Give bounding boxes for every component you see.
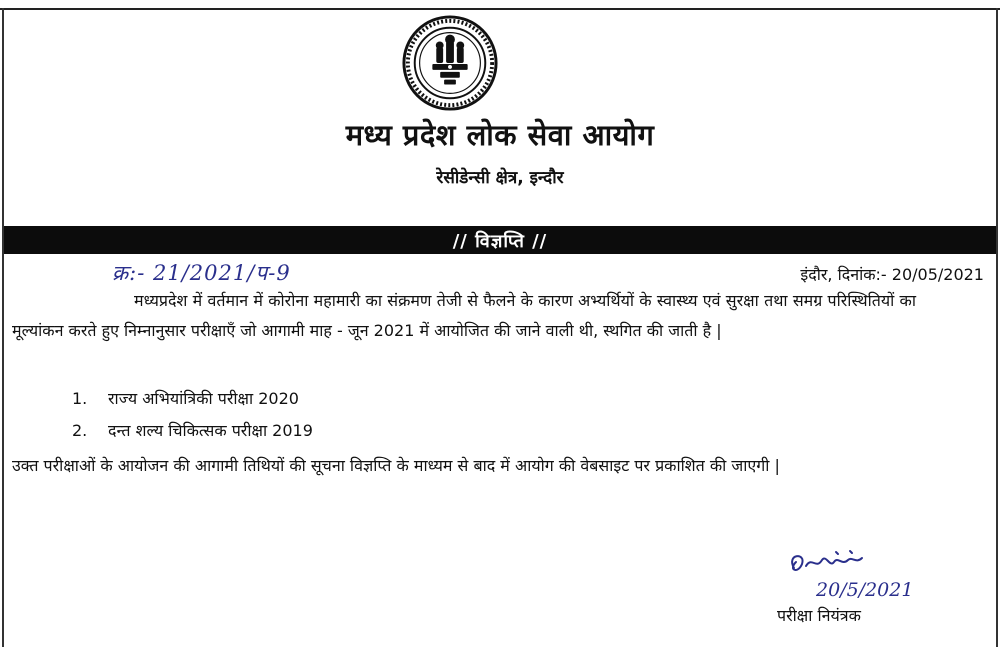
page-border-top [0,8,1000,10]
exam-list-item [72,387,299,409]
notice-heading-bar [4,226,996,254]
notice-paragraph-2: उक्त परीक्षाओं के आयोजन की आगामी तिथियों की सूचना विज्ञप्ति के माध्यम से बाद में आयोग की वेबसाइट पर प्रकाशित की जाएगी | [12,456,780,475]
exam-list-item [72,419,313,441]
place-date-line: इंदौर, दिनांक:- 20/05/2021 [800,265,984,284]
exam-name: राज्य अभियांत्रिकी परीक्षा 2020 [108,389,299,408]
reference-number: क्र:- 21/2021/प-9 [112,261,291,285]
notice-heading: // विज्ञप्ति // [452,231,548,252]
page-border-right [996,8,998,647]
signatory-title: परीक्षा नियंत्रक [777,606,861,625]
exam-name: दन्त शल्य चिकित्सक परीक्षा 2019 [108,421,313,440]
organization-address: रेसीडेन्सी क्षेत्र, इन्दौर [436,168,564,188]
handwritten-date: 20/5/2021 [816,579,914,601]
mp-state-emblem-icon [401,14,499,112]
list-number: 1. [72,389,88,408]
handwritten-signature [776,548,936,608]
list-number: 2. [72,421,88,440]
notice-paragraph-1: मध्यप्रदेश में वर्तमान में कोरोना महामारी का संक्रमण तेजी से फैलने के कारण अभ्यर्थियों के स्वास्थ्य एवं सुरक्षा तथा समग्र परिस्थितियों का मूल्यांकन करते हुए निम्नानुसार परीक्षाएँ जो आगामी माह - जून 2021 में आयोजित की जाने वाली थी, स्थगित की जाती है | [12,291,916,340]
page-border-left [2,8,4,647]
organization-title: मध्य प्रदेश लोक सेवा आयोग [345,118,655,152]
